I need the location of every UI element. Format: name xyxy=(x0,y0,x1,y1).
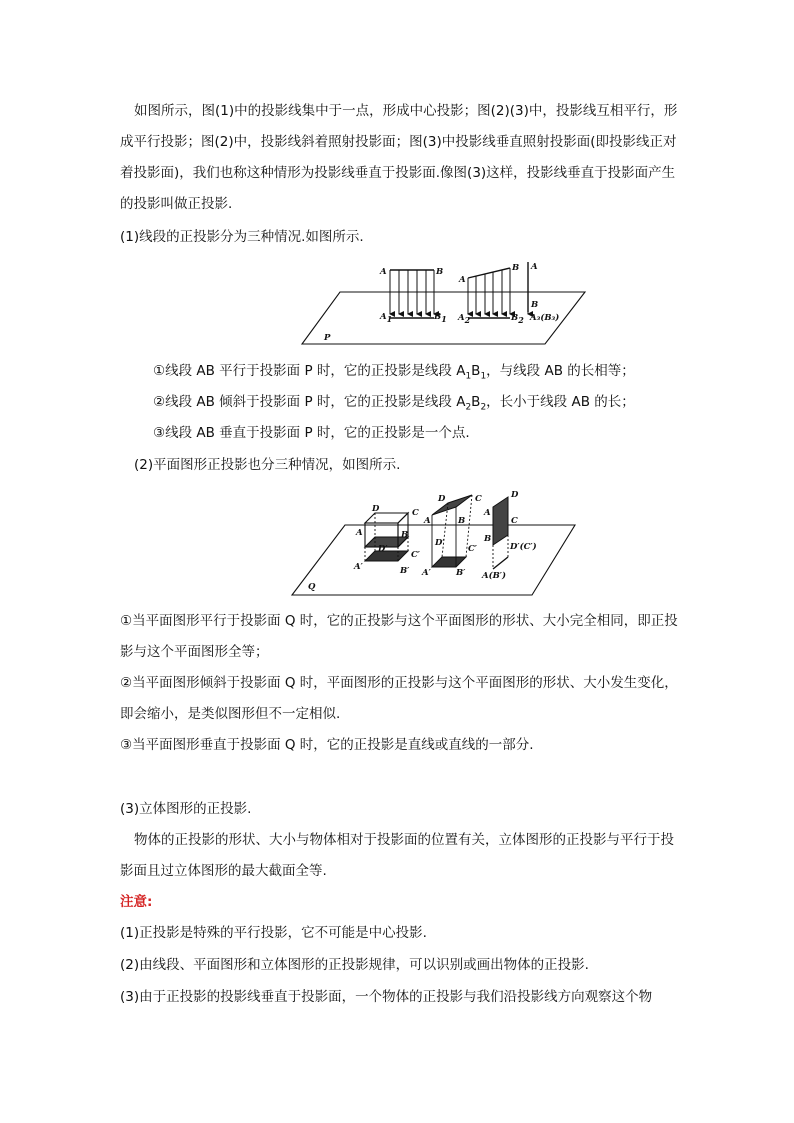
section-3-heading: (3)立体图形的正投影. xyxy=(120,801,252,817)
label-b-1: B xyxy=(401,530,409,540)
figure-plane-projection xyxy=(290,485,580,598)
label-c-3: C xyxy=(511,516,518,526)
label-q: Q xyxy=(308,582,316,592)
label-cp-1: C′ xyxy=(411,550,421,560)
note-3: (3)由于正投影的投影线垂直于投影面，一个物体的正投影与我们沿投影线方向观察这个物 xyxy=(120,989,653,1005)
label-b: B xyxy=(436,267,444,277)
label-ap-2: A′ xyxy=(422,568,431,578)
note-2: (2)由线段、平面图形和立体图形的正投影规律，可以识别或画出物体的正投影. xyxy=(120,957,589,973)
s1-item-2: ②线段 AB 倾斜于投影面 P 时，它的正投影是线段 $A_2B_2$，长小于线段 AB 的长； xyxy=(153,394,635,413)
label-cp-2: C′ xyxy=(468,544,478,554)
projection-segment-3 xyxy=(493,557,508,569)
label-a2: A2 xyxy=(458,313,471,325)
intro-paragraph: 如图所示，图(1)中的投影线集中于一点，形成中心投影；图(2)(3)中，投影线互相平行，形成平行投影；图(2)中，投影线斜着照射投影面；图(3)中投影线垂直照射投影面(即投影线正对着投影面)，我们也称这种情形为投影线垂直于投影面.像图(3)这样，投影线垂直于投影面产生的投影叫做正投影. xyxy=(120,103,678,212)
label-a-1: A xyxy=(356,528,363,538)
label-a: A xyxy=(380,267,387,277)
label-b-perp: B xyxy=(531,300,539,310)
label-dp-1: D′ xyxy=(378,544,388,554)
s1-item-1: ①线段 AB 平行于投影面 P 时，它的正投影是线段 $A_1B_1$，与线段 AB 的长相等； xyxy=(153,363,635,382)
segment-ab-oblique xyxy=(468,268,510,278)
label-b-3: B xyxy=(484,534,492,544)
label-a-oblique: A xyxy=(459,275,466,285)
label-bp-2: B′ xyxy=(456,568,466,578)
label-a-2: A xyxy=(424,516,431,526)
label-bp-1: B′ xyxy=(400,566,410,576)
plane-q xyxy=(292,525,575,595)
label-a-perp: A xyxy=(531,262,538,272)
label-d-3: D xyxy=(511,490,519,500)
s2-item-1: ①当平面图形平行于投影面 Q 时，它的正投影与这个平面图形的形状、大小完全相同，即正投影与这个平面图形全等； xyxy=(120,613,678,660)
s1-item-3: ③线段 AB 垂直于投影面 P 时，它的正投影是一个点. xyxy=(153,425,470,441)
label-c-1: C xyxy=(412,508,419,518)
label-b-2: B xyxy=(458,516,466,526)
label-dp-2: D′ xyxy=(435,538,445,548)
section-3-body: 物体的正投影的形状、大小与物体相对于投影面的位置有关，立体图形的正投影与平行于投影面且过立体图形的最大截面全等. xyxy=(120,832,674,879)
label-dpcp-3: D′(C′) xyxy=(510,542,537,552)
note-1: (1)正投影是特殊的平行投影，它不可能是中心投影. xyxy=(120,925,427,941)
label-a-3: A xyxy=(484,508,491,518)
figure-segment-projection xyxy=(300,258,590,350)
label-p: P xyxy=(324,333,331,343)
projection-oblique-2 xyxy=(432,557,466,567)
label-b1: B1 xyxy=(434,312,447,324)
label-c-2: C xyxy=(475,494,482,504)
section-2-heading: (2)平面图形正投影也分三种情况，如图所示. xyxy=(134,457,401,473)
section-1-heading: (1)线段的正投影分为三种情况.如图所示. xyxy=(120,229,364,245)
label-b2: B2 xyxy=(511,313,524,325)
label-d-1: D xyxy=(372,504,380,514)
s2-item-2: ②当平面图形倾斜于投影面 Q 时，平面图形的正投影与这个平面图形的形状、大小发生变化，即会缩小，是类似图形但不一定相似. xyxy=(120,675,678,722)
label-b-oblique: B xyxy=(512,263,520,273)
perpendicular-plane-abcd xyxy=(493,497,508,545)
label-a1: A1 xyxy=(380,312,393,324)
s2-item-3: ③当平面图形垂直于投影面 Q 时，它的正投影是直线或直线的一部分. xyxy=(120,737,534,753)
label-ap-1: A′ xyxy=(354,562,363,572)
label-a3b3: A₃(B₃) xyxy=(530,313,560,323)
label-d-2: D xyxy=(438,494,446,504)
note-label: 注意: xyxy=(120,894,153,910)
label-apbp-3: A(B′) xyxy=(482,571,507,581)
